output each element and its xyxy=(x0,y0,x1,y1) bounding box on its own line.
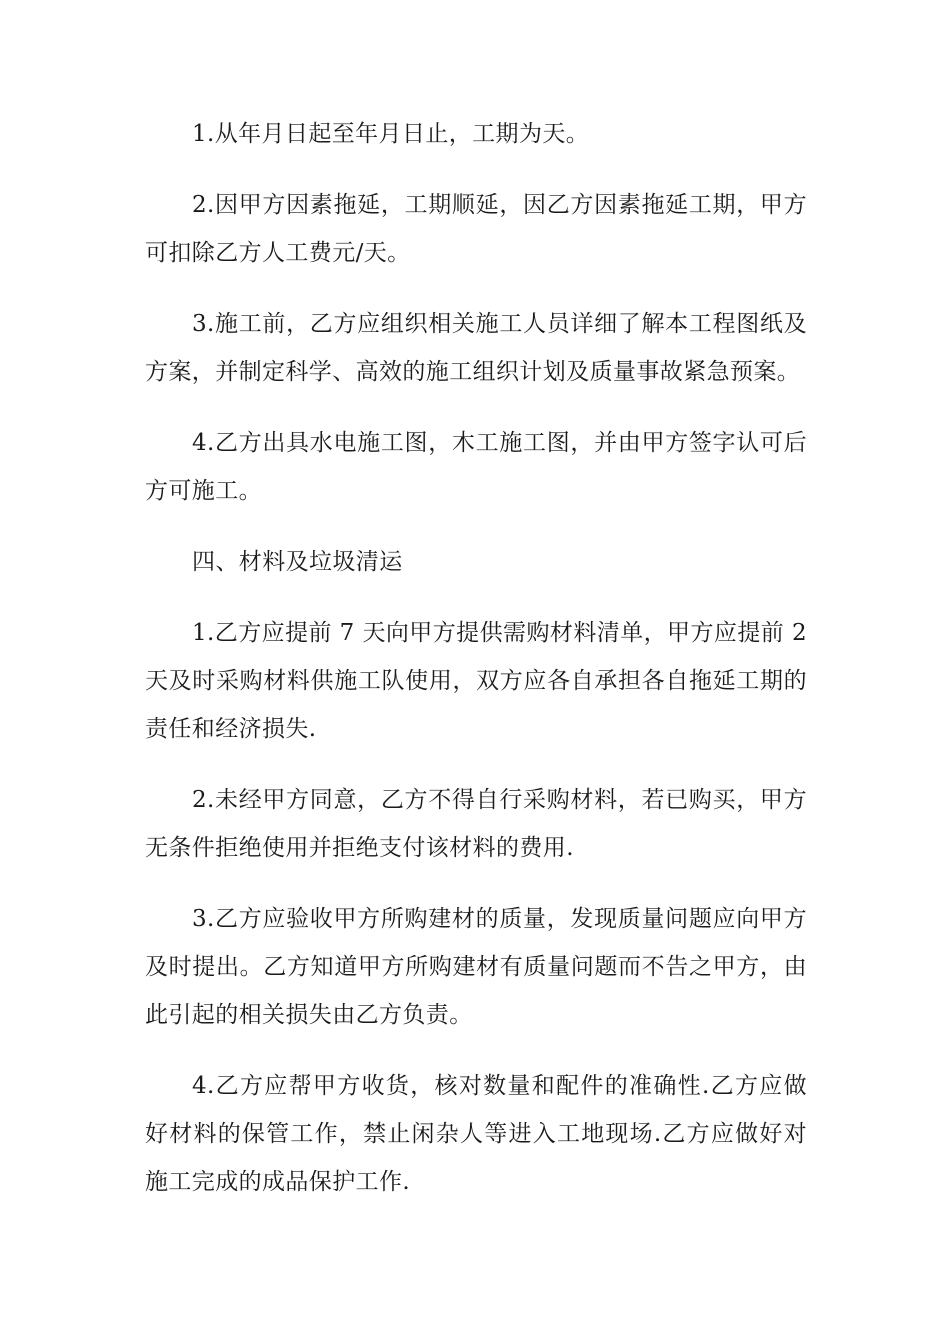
section-heading-materials: 四、材料及垃圾清运 xyxy=(192,549,403,575)
material-clause-2: 2.未经甲方同意，乙方不得自行采购材料，若已购买，甲方无条件拒绝使用并拒绝支付该材料的费用. xyxy=(145,787,807,861)
document-body xyxy=(145,110,807,1229)
clause-2-delay: 2.因甲方因素拖延，工期顺延，因乙方因素拖延工期，甲方可扣除乙方人工费元/天。 xyxy=(145,192,807,266)
material-clause-1: 1.乙方应提前 7 天向甲方提供需购材料清单，甲方应提前 2 天及时采购材料供施工队使用，双方应各自承担各自拖延工期的责任和经济损失. xyxy=(145,620,807,742)
material-clause-3: 3.乙方应验收甲方所购建材的质量，发现质量问题应向甲方及时提出。乙方知道甲方所购建材有质量问题而不告之甲方，由此引起的相关损失由乙方负责。 xyxy=(145,906,807,1028)
material-clause-4: 4.乙方应帮甲方收货，核对数量和配件的准确性.乙方应做好材料的保管工作，禁止闲杂人等进入工地现场.乙方应做好对施工完成的成品保护工作. xyxy=(145,1073,807,1195)
clause-3-preparation: 3.施工前，乙方应组织相关施工人员详细了解本工程图纸及方案，并制定科学、高效的施工组织计划及质量事故紧急预案。 xyxy=(145,311,807,385)
clause-1-period: 1.从年月日起至年月日止，工期为天。 xyxy=(192,121,590,147)
clause-4-drawings: 4.乙方出具水电施工图，木工施工图，并由甲方签字认可后方可施工。 xyxy=(145,430,807,504)
